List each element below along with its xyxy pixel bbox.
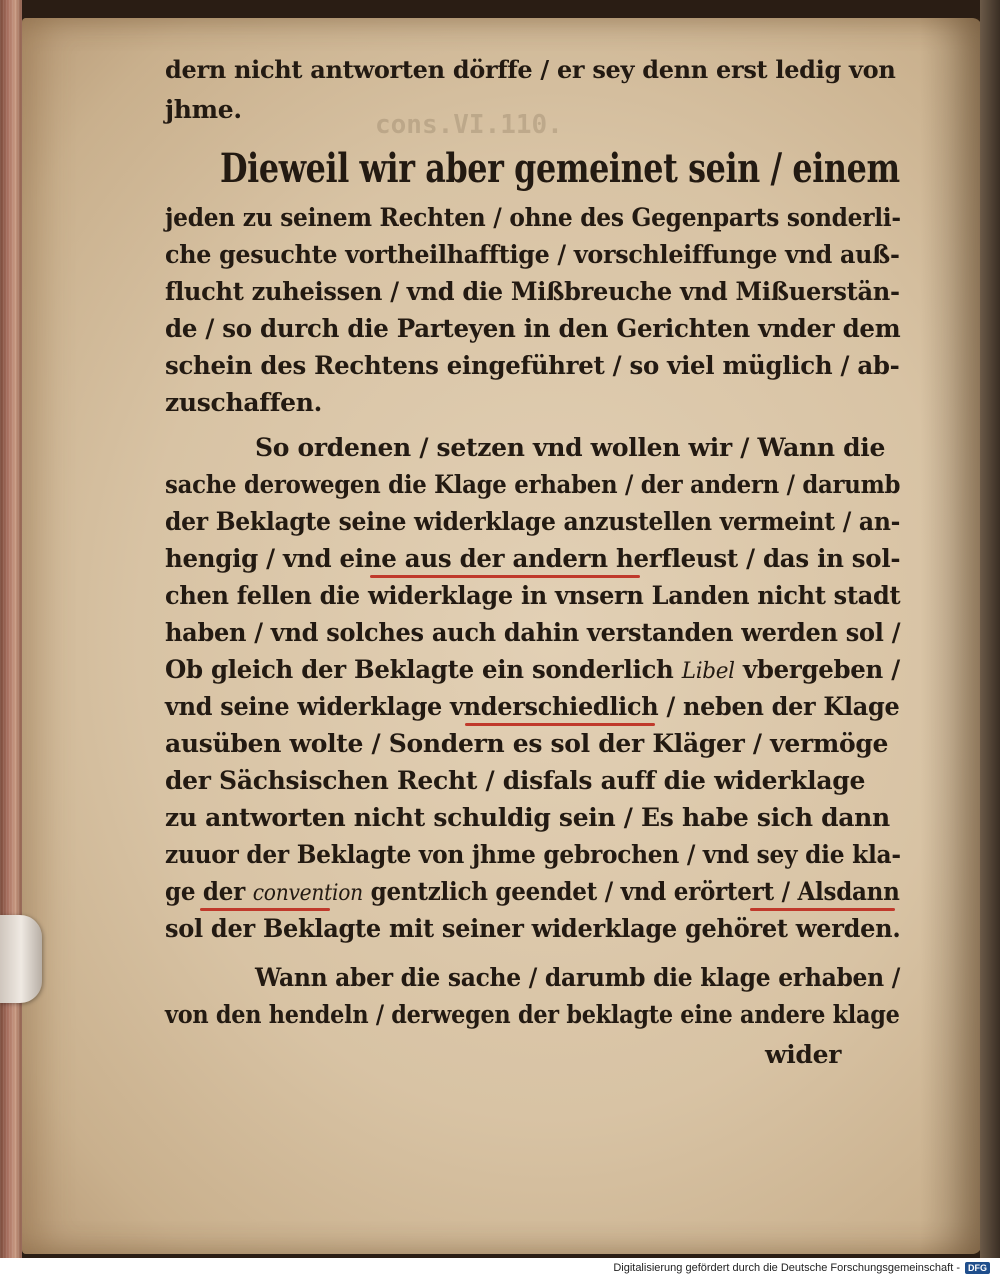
footer-credit: Digitalisierung gefördert durch die Deutsche Forschungsgemeinschaft - xyxy=(613,1261,960,1274)
text-line: haben / vnd solches auch dahin verstanden werden sol / xyxy=(165,618,901,647)
dfg-logo: DFG xyxy=(965,1262,990,1274)
bleed-through: cons.VI.110. xyxy=(375,110,563,140)
text-line: dern nicht antworten dörffe / er sey denn erst ledig von xyxy=(165,55,896,84)
red-underline xyxy=(465,723,655,726)
text-line xyxy=(165,877,900,906)
text-line: flucht zuheissen / vnd die Mißbreuche vnd Mißuerstän- xyxy=(165,277,900,306)
book-spine-edge xyxy=(980,0,1000,1258)
catchword: wider xyxy=(765,1040,842,1069)
text-line: So ordenen / setzen vnd wollen wir / Wann die xyxy=(255,433,886,462)
text-line xyxy=(165,655,900,684)
text-line: hengig / vnd eine aus der andern herfleust / das in sol- xyxy=(165,544,901,573)
text-line: zu antworten nicht schuldig sein / Es habe sich dann xyxy=(165,803,890,832)
text-segment: vbergeben / xyxy=(742,655,900,684)
latin-word: convention xyxy=(252,881,363,906)
red-underline xyxy=(370,575,640,578)
page-edges-left xyxy=(0,0,22,1258)
text-segment: ge der xyxy=(165,877,245,906)
page-clip xyxy=(0,915,42,1003)
text-line: zuschaffen. xyxy=(165,388,323,417)
spine-shadow xyxy=(920,18,980,1254)
text-line: vnd seine widerklage vnderschiedlich / neben der Klage xyxy=(165,692,900,721)
text-line: de / so durch die Parteyen in den Gerichten vnder dem xyxy=(165,314,901,343)
text-line: che gesuchte vortheilhafftige / vorschleiffunge vnd auß- xyxy=(165,240,900,269)
text-line: ausüben wolte / Sondern es sol der Kläger / vermöge xyxy=(165,729,889,758)
text-line: zuuor der Beklagte von jhme gebrochen / vnd sey die kla- xyxy=(165,840,901,869)
text-line: der Beklagte seine widerklage anzustellen vermeint / an- xyxy=(165,507,901,536)
text-line: Wann aber die sache / darumb die klage erhaben / xyxy=(255,963,901,992)
text-line: schein des Rechtens eingeführet / so viel müglich / ab- xyxy=(165,351,900,380)
text-line: jhme. xyxy=(165,95,242,124)
text-line: jeden zu seinem Rechten / ohne des Gegenparts sonderli- xyxy=(165,203,901,232)
red-underline xyxy=(200,908,330,911)
digitization-footer xyxy=(0,1258,1000,1277)
text-line: von den hendeln / derwegen der beklagte eine andere klage xyxy=(165,1000,900,1029)
text-line: sache derowegen die Klage erhaben / der andern / darumb xyxy=(165,470,901,499)
red-underline xyxy=(750,908,895,911)
latin-word: Libel xyxy=(681,659,735,684)
text-line: sol der Beklagte mit seiner widerklage gehöret werden. xyxy=(165,914,901,943)
text-segment: Ob gleich der Beklagte ein sonderlich xyxy=(165,655,674,684)
heading-line: Dieweil wir aber gemeinet sein / einem xyxy=(220,145,900,192)
text-line: chen fellen die widerklage in vnsern Landen nicht stadt xyxy=(165,581,901,610)
text-line: der Sächsischen Recht / disfals auff die widerklage xyxy=(165,766,866,795)
text-segment: gentzlich geendet / vnd erörtert / Alsdann xyxy=(370,877,900,906)
